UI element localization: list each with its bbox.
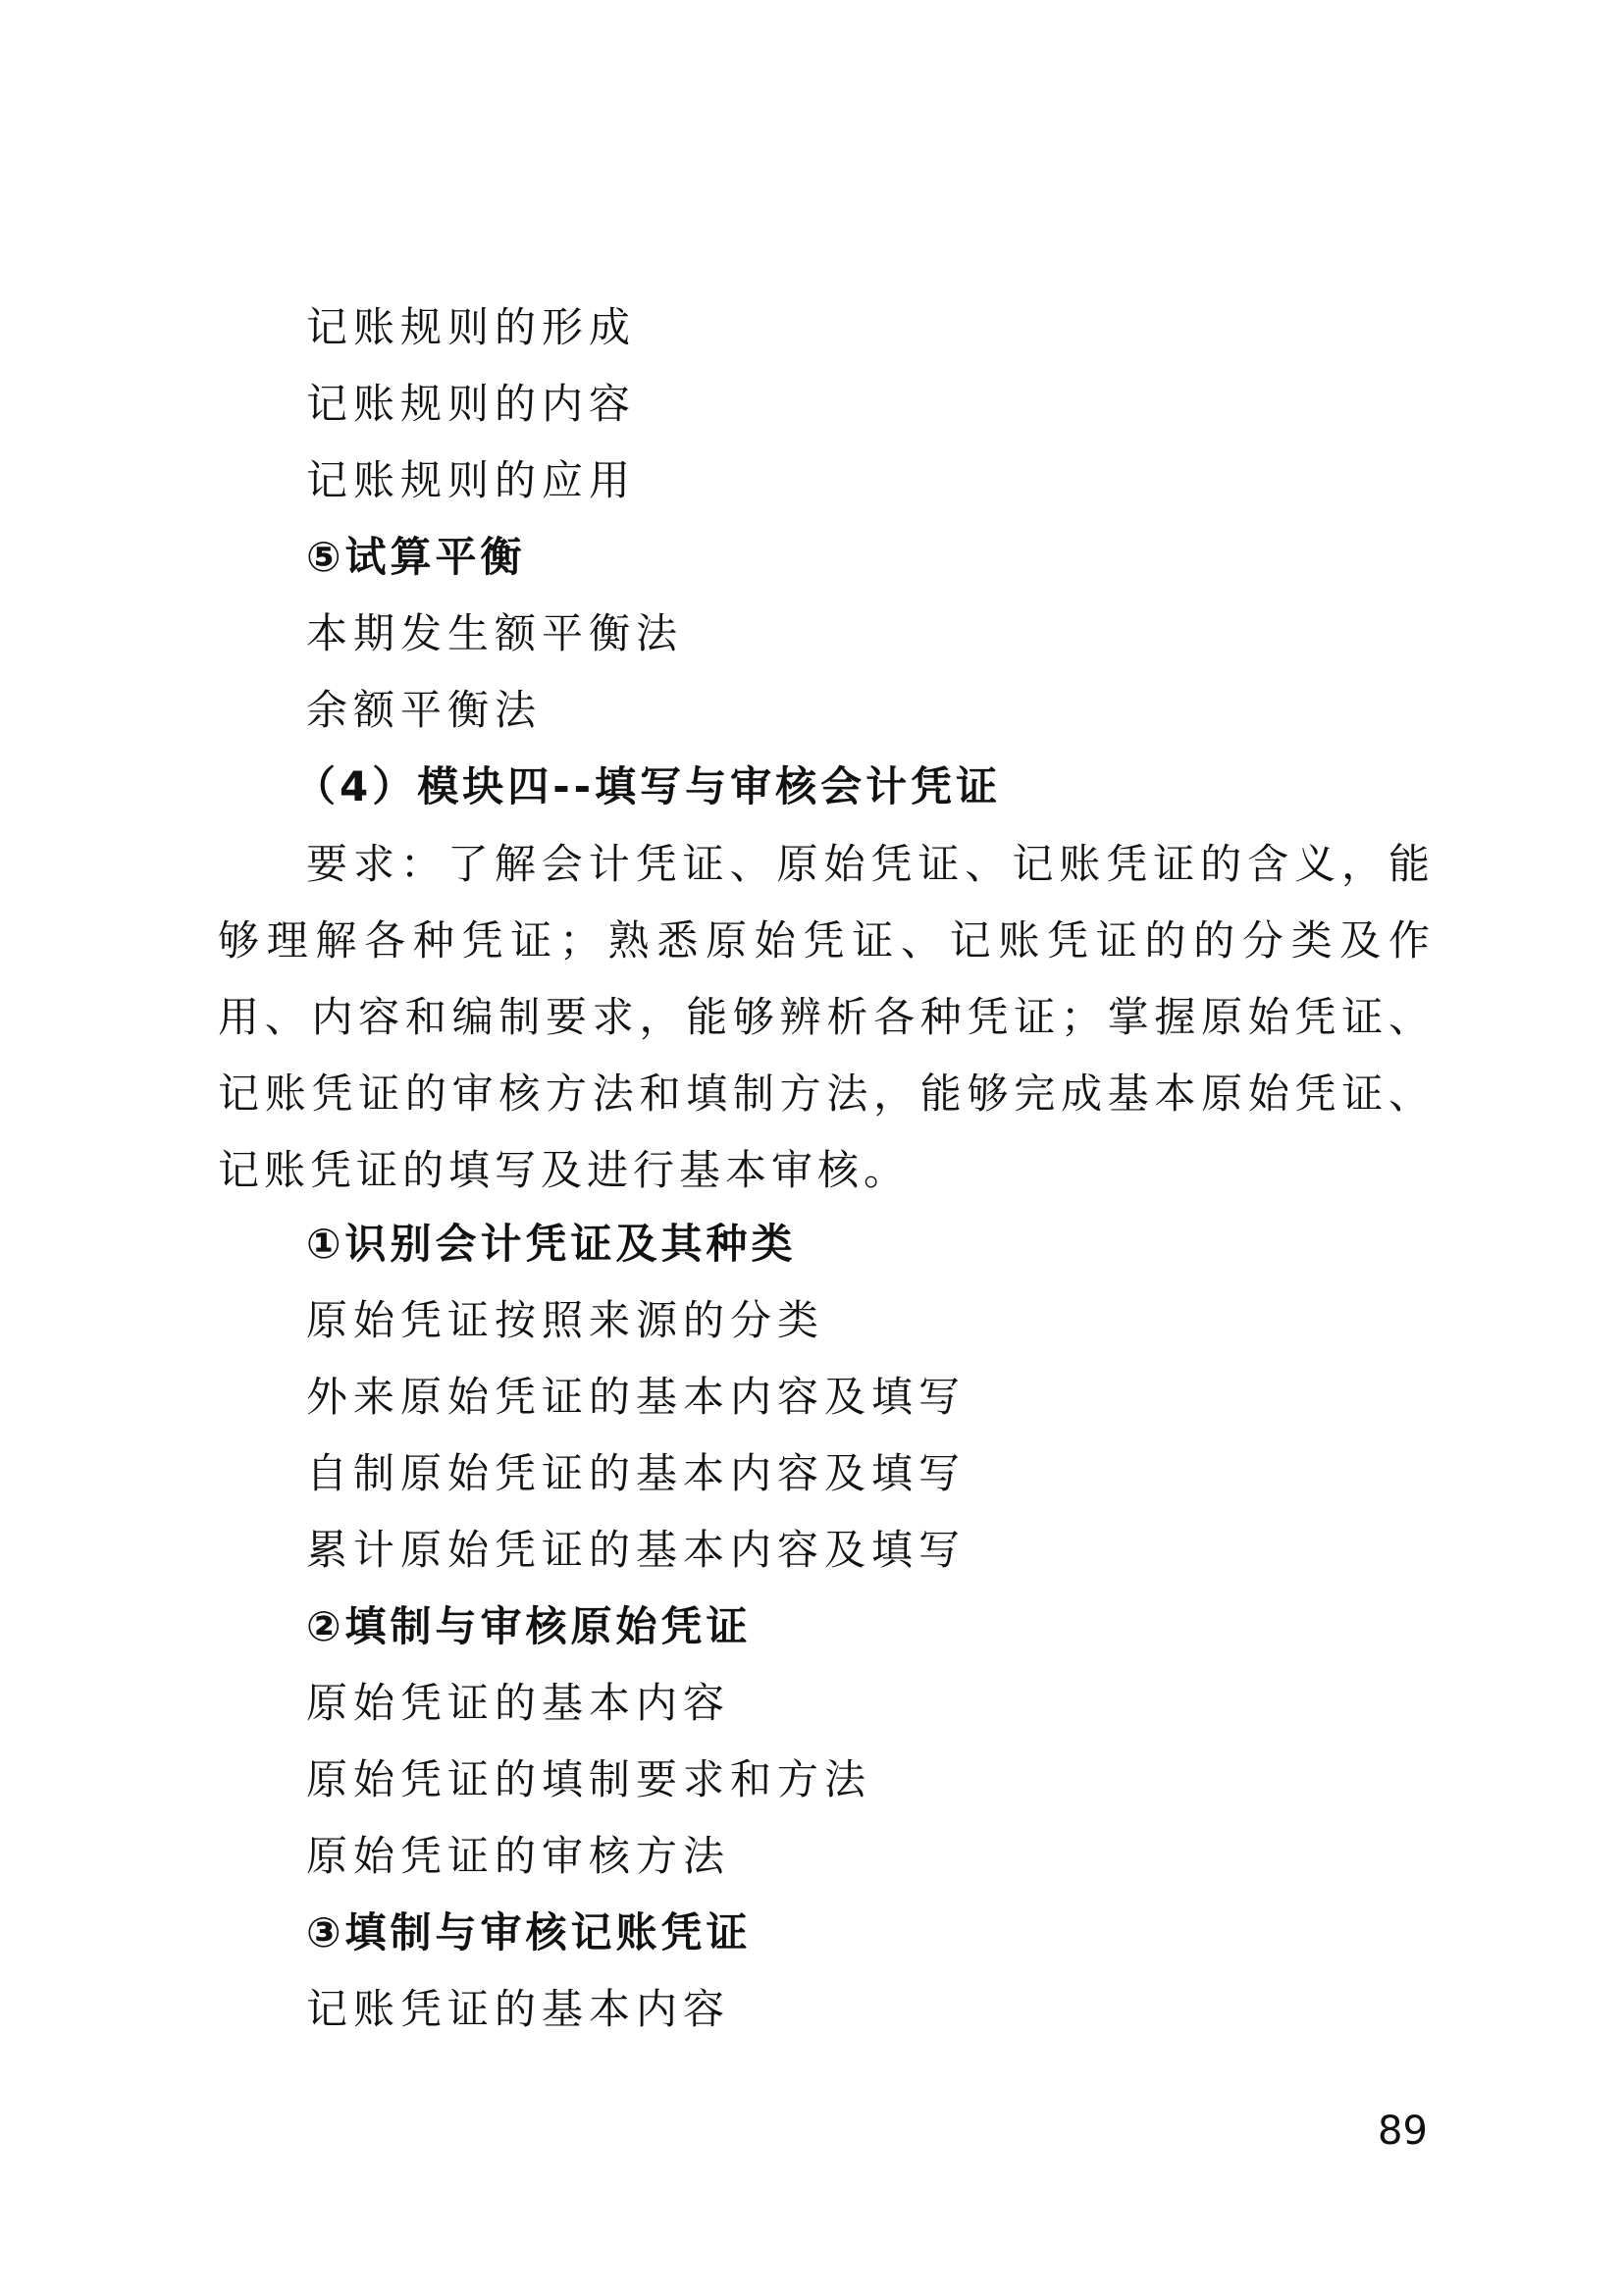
item-balance-method: 余额平衡法: [306, 686, 543, 734]
heading-identify-vouchers: ①识别会计凭证及其种类: [306, 1220, 797, 1268]
item-original-voucher-content: 原始凭证的基本内容: [306, 1679, 731, 1727]
heading-bookkeeping-voucher: ③填制与审核记账凭证: [306, 1908, 752, 1956]
item-period-amount-balance: 本期发生额平衡法: [306, 609, 684, 657]
heading-original-voucher: ②填制与审核原始凭证: [306, 1602, 752, 1650]
item-external-voucher: 外来原始凭证的基本内容及填写: [306, 1373, 967, 1421]
item-original-voucher-audit: 原始凭证的审核方法: [306, 1832, 731, 1880]
requirement-paragraph: 要求：了解会计凭证、原始凭证、记账凭证的含义，能够理解各种凭证；熟悉原始凭证、记账凭证的的分类及作用、内容和编制要求，能够辨析各种凭证；掌握原始凭证、记账凭证的审核方法和填制方法，能够完成基本原始凭证、记账凭证的填写及进行基本审核。: [218, 840, 1435, 1194]
module-four-title: （4）模块四--填写与审核会计凭证: [294, 762, 1002, 810]
page-number: 89: [1378, 2109, 1428, 2154]
item-internal-voucher: 自制原始凭证的基本内容及填写: [306, 1449, 967, 1497]
item-bookkeeping-rule-formation: 记账规则的形成: [306, 303, 637, 351]
item-bookkeeping-rule-content: 记账规则的内容: [306, 380, 637, 428]
item-bookkeeping-voucher-content: 记账凭证的基本内容: [306, 1985, 731, 2033]
item-bookkeeping-rule-application: 记账规则的应用: [306, 456, 637, 504]
item-original-voucher-method: 原始凭证的填制要求和方法: [306, 1755, 872, 1803]
item-voucher-source-classification: 原始凭证按照来源的分类: [306, 1296, 825, 1344]
heading-trial-balance: ⑤试算平衡: [306, 533, 526, 581]
item-cumulative-voucher: 累计原始凭证的基本内容及填写: [306, 1526, 967, 1574]
